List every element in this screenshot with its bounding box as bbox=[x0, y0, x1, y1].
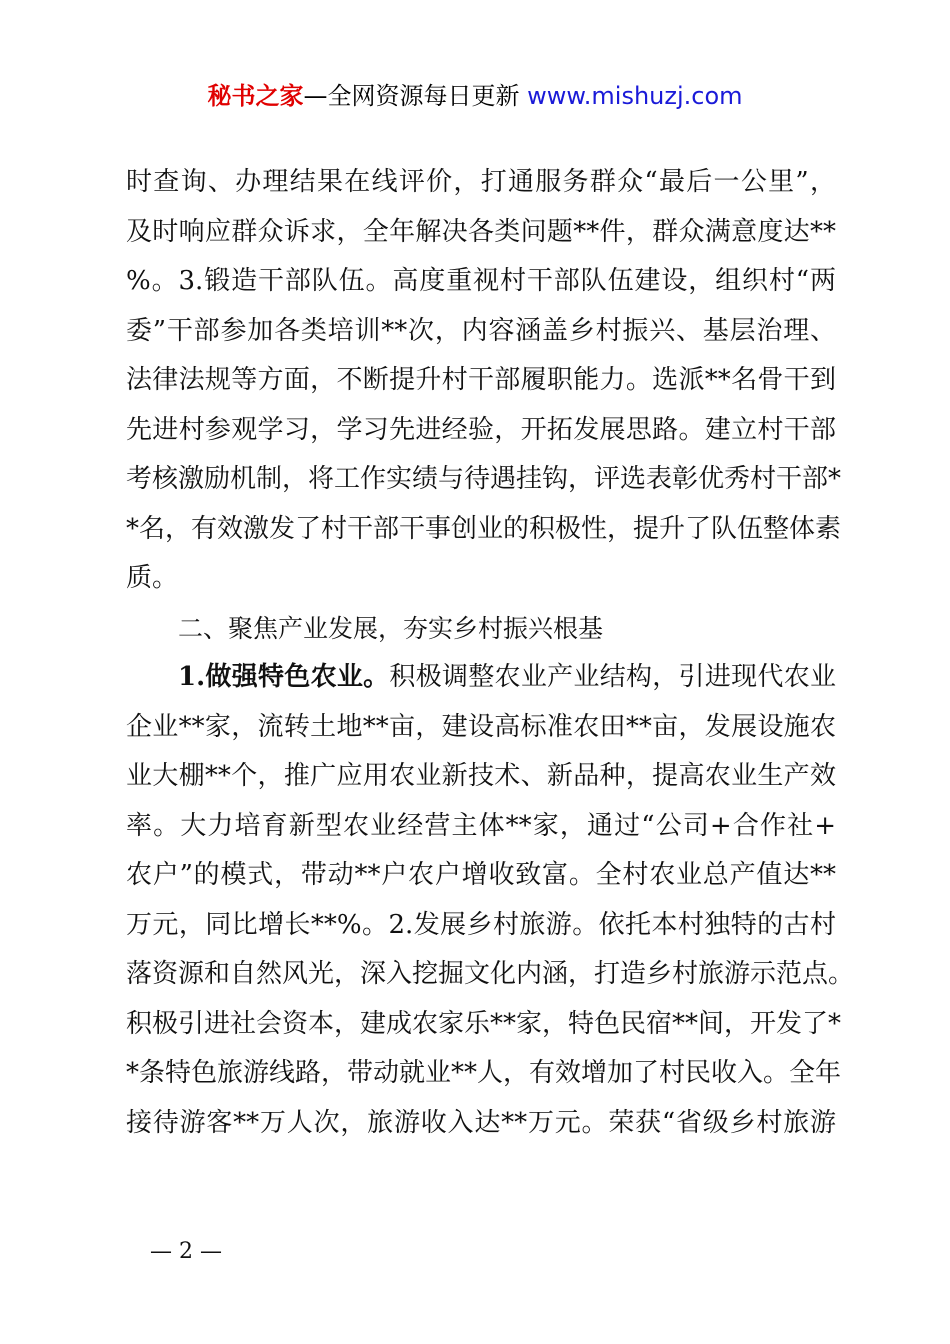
text-line: 法律法规等方面，不断提升村干部履职能力。选派**名骨干到 bbox=[126, 365, 836, 395]
text-line: 企业**家，流转土地**亩，建设高标准农田**亩，发展设施农 bbox=[126, 711, 836, 742]
text-line: 先进村参观学习，学习先进经验，开拓发展思路。建立村干部 bbox=[126, 414, 836, 445]
paragraph-lead-line bbox=[126, 653, 836, 703]
text-line: 积极引进社会资本，建成农家乐**家，特色民宿**间，开发了* bbox=[126, 1008, 842, 1039]
site-url-link[interactable]: www.mishuzj.com bbox=[527, 82, 743, 110]
text-line: *名，有效激发了村干部干事创业的积极性，提升了队伍整体素 bbox=[126, 513, 842, 544]
text-line: 落资源和自然风光，深入挖掘文化内涵，打造乡村旅游示范点。 bbox=[126, 959, 855, 989]
paragraph-lead-text: 积极调整农业产业结构，引进现代农业 bbox=[389, 662, 836, 692]
site-brand: 秘书之家 bbox=[207, 82, 304, 110]
text-line: 接待游客**万人次，旅游收入达**万元。荣获“省级乡村旅游 bbox=[126, 1107, 836, 1138]
text-line: 及时响应群众诉求，全年解决各类问题**件，群众满意度达** bbox=[126, 216, 836, 247]
text-line: 业大棚**个，推广应用农业新技术、新品种，提高农业生产效 bbox=[126, 761, 836, 791]
document-body bbox=[126, 158, 855, 1148]
text-line: 委”干部参加各类培训**次，内容涵盖乡村振兴、基层治理、 bbox=[126, 315, 836, 346]
text-line: %。3.锻造干部队伍。高度重视村干部队伍建设，组织村“两 bbox=[126, 266, 836, 296]
site-slogan: —全网资源每日更新 bbox=[303, 82, 528, 110]
text-line: 万元，同比增长**%。2.发展乡村旅游。依托本村独特的古村 bbox=[126, 909, 836, 940]
text-line: *条特色旅游线路，带动就业**人，有效增加了村民收入。全年 bbox=[126, 1058, 842, 1088]
site-header bbox=[0, 80, 950, 112]
page-number: — 2 — bbox=[150, 1239, 222, 1264]
subsection-title: 1.做强特色农业。 bbox=[178, 662, 390, 692]
text-line: 时查询、办理结果在线评价，打通服务群众“最后一公里”， bbox=[126, 167, 836, 197]
text-line: 质。 bbox=[126, 563, 179, 593]
text-line: 农户”的模式，带动**户农户增收致富。全村农业总产值达** bbox=[126, 860, 836, 890]
section-heading: 二、聚焦产业发展，夯实乡村振兴根基 bbox=[178, 613, 604, 643]
text-line: 率。大力培育新型农业经营主体**家，通过“公司+合作社+ bbox=[126, 810, 836, 841]
text-line: 考核激励机制，将工作实绩与待遇挂钩，评选表彰优秀村干部* bbox=[126, 464, 842, 494]
